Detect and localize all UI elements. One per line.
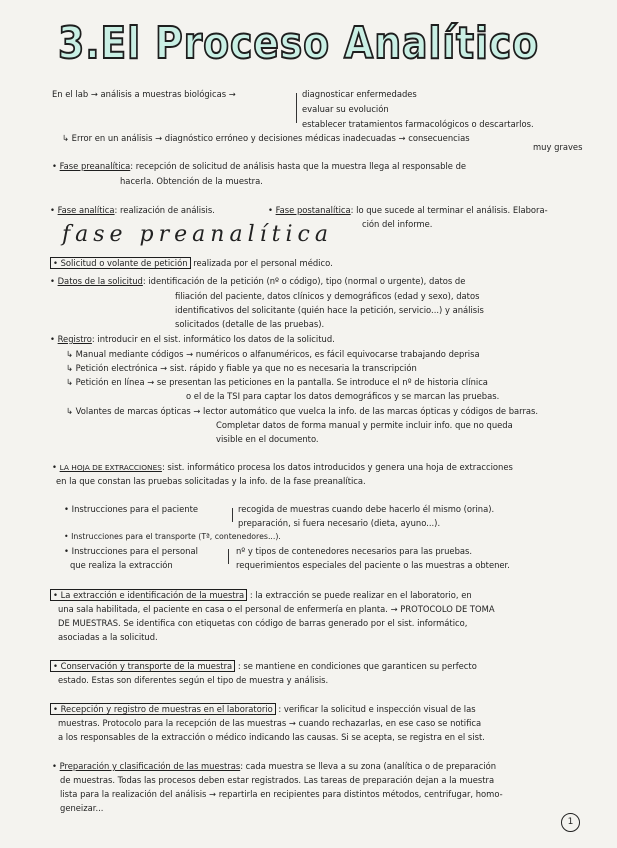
post-phase-text: : lo que sucede al terminar el análisis. Elabora- [350, 205, 548, 215]
intro-lead: En el lab → análisis a muestras biológicas → [52, 89, 236, 99]
personal-brace [228, 549, 229, 564]
datos-line-1: : identificación de la petición (nº o código), tipo (normal o urgente), datos de [142, 276, 466, 286]
preparacion-line-4: geneizar... [60, 803, 104, 813]
post-phase-text-2: ción del informe. [362, 219, 433, 229]
extraccion-line-4: asociadas a la solicitud. [58, 632, 158, 642]
purpose-1: diagnosticar enfermedades [302, 89, 417, 99]
hoja-line-1: : sist. informático procesa los datos introducidos y genera una hoja de extracciones [161, 462, 513, 472]
solicitud-label-text: Solicitud o volante de petición [60, 258, 188, 268]
conservacion-label: • Conservación y transporte de la muestra [50, 660, 235, 672]
registro-item-4: ↳ Volantes de marcas ópticas → lector automático que vuelca la info. de las marcas ópticas y códigos de barras. [66, 406, 539, 416]
hoja-row: • LA HOJA DE EXTRACCIONES: sist. informático procesa los datos introducidos y genera una hoja de extracciones [52, 462, 513, 472]
intro-brace [296, 93, 297, 123]
extraccion-label: • La extracción e identificación de la muestra [50, 589, 247, 601]
paciente-brace [232, 508, 233, 522]
ana-phase-label: Fase analítica [57, 205, 115, 215]
registro-item-3b: o el de la TSI para captar los datos demográficos y se marcan las pruebas. [186, 391, 500, 401]
ana-phase: • Fase analítica: realización de análisis. [50, 205, 215, 215]
preparacion-line-2: de muestras. Todas las procesos deben estar registrados. Las tareas de preparación dejan a la muestra [60, 775, 495, 785]
hoja-label: LA HOJA DE EXTRACCIONES [59, 463, 162, 472]
recepcion-row [50, 704, 476, 715]
registro-item-3: ↳ Petición en línea → se presentan las peticiones en la pantalla. Se introduce el nº de historia clínica [66, 377, 488, 387]
registro-text: : introducir en el sist. informático los datos de la solicitud. [91, 334, 335, 344]
pre-phase-text-2: hacerla. Obtención de la muestra. [120, 176, 263, 186]
registro-item-1: ↳ Manual mediante códigos → numéricos o alfanuméricos, es fácil equivocarse trabajando deprisa [66, 349, 480, 359]
registro-item-2: ↳ Petición electrónica → sist. rápido y fiable ya que no es necesaria la transcripción [66, 363, 417, 373]
conservacion-line-1: : se mantiene en condiciones que garanticen su perfecto [237, 661, 477, 671]
transporte-instructions: • Instrucciones para el transporte (Tª, contenedores...). [64, 532, 281, 541]
preparacion-label: Preparación y clasificación de las muestras [59, 761, 241, 771]
recepcion-label-text: Recepción y registro de muestras en el laboratorio [60, 704, 273, 714]
purpose-3: establecer tratamientos farmacológicos o descartarlos. [302, 119, 534, 129]
pre-phase-text: : recepción de solicitud de análisis hasta que la muestra llega al responsable de [130, 161, 467, 171]
solicitud-text: realizada por el personal médico. [193, 258, 333, 268]
personal-label-1: • Instrucciones para el personal [64, 546, 198, 556]
datos-label: Datos de la solicitud [57, 276, 143, 286]
registro-item-4b: Completar datos de forma manual y permite incluir info. que no queda [216, 420, 513, 430]
recepcion-label: • Recepción y registro de muestras en el laboratorio [50, 703, 276, 715]
paciente-item-2: preparación, si fuera necesario (dieta, ayuno...). [238, 518, 441, 528]
hoja-line-2: en la que constan las pruebas solicitadas y la info. de la fase preanalítica. [56, 476, 366, 486]
pre-phase: • Fase preanalítica: recepción de solicitud de análisis hasta que la muestra llega al responsable de [52, 161, 467, 171]
extraccion-line-2: una sala habilitada, el paciente en casa o el personal de enfermería en planta. → PROTOCOLO DE TOMA [58, 604, 495, 614]
extraccion-label-text: La extracción e identificación de la muestra [60, 590, 245, 600]
post-phase-label: Fase postanalítica [275, 205, 351, 215]
purpose-2: evaluar su evolución [302, 104, 389, 114]
paciente-label: • Instrucciones para el paciente [64, 504, 199, 514]
personal-label-2: que realiza la extracción [70, 560, 173, 570]
preparacion-row: • Preparación y clasificación de las muestras: cada muestra se lleva a su zona (analítica o de preparación [52, 761, 497, 771]
recepcion-line-1: : verificar la solicitud e inspección visual de las [278, 704, 476, 714]
conservacion-row [50, 661, 477, 672]
datos-line-4: solicitados (detalle de las pruebas). [175, 319, 325, 329]
recepcion-line-2: muestras. Protocolo para la recepción de las muestras → cuando rechazarlas, en ese caso se notifica [58, 718, 482, 728]
recepcion-line-3: a los responsables de la extracción o médico indicando las causas. Si se acepta, se registra en el sist. [58, 732, 485, 742]
datos-line-2: filiación del paciente, datos clínicos y demográficos (edad y sexo), datos [175, 291, 480, 301]
page-title: 3.El Proceso Analítico [58, 18, 539, 69]
conservacion-label-text: Conservación y transporte de la muestra [60, 661, 233, 671]
extraccion-line-3: DE MUESTRAS. Se identifica con etiquetas con código de barras generado por el sist. informático, [58, 618, 468, 628]
preparacion-line-1: : cada muestra se lleva a su zona (analítica o de preparación [240, 761, 497, 771]
ana-phase-text: : realización de análisis. [114, 205, 215, 215]
registro-item-4c: visible en el documento. [216, 434, 319, 444]
conservacion-line-2: estado. Estas son diferentes según el tipo de muestra y análisis. [58, 675, 329, 685]
post-phase: • Fase postanalítica: lo que sucede al terminar el análisis. Elabora- [268, 205, 548, 215]
solicitud-label: • Solicitud o volante de petición [50, 257, 191, 269]
extraccion-row [50, 590, 472, 601]
paciente-item-1: recogida de muestras cuando debe hacerlo él mismo (orina). [238, 504, 495, 514]
datos-row: • Datos de la solicitud: identificación de la petición (nº o código), tipo (normal o urgente), datos de [50, 276, 466, 286]
section-heading: fase preanalítica [62, 222, 333, 247]
solicitud-row [50, 258, 333, 269]
error-tail: muy graves [533, 142, 583, 152]
registro-label: Registro [57, 334, 92, 344]
registro-row: • Registro: introducir en el sist. informático los datos de la solicitud. [50, 334, 335, 344]
error-line: ↳ Error en un análisis → diagnóstico erróneo y decisiones médicas inadecuadas → consecuencias [62, 133, 470, 143]
personal-item-2: requerimientos especiales del paciente o las muestras a obtener. [236, 560, 510, 570]
preparacion-line-3: lista para la realización del análisis → repartirla en recipientes para distintos métodos, centrifugar, homo- [60, 789, 503, 799]
pre-phase-label: Fase preanalítica [59, 161, 131, 171]
extraccion-line-1: : la extracción se puede realizar en el laboratorio, en [249, 590, 472, 600]
page-number: 1 [561, 813, 580, 832]
datos-line-3: identificativos del solicitante (quién hace la petición, servicio...) y análisis [175, 305, 484, 315]
personal-item-1: nº y tipos de contenedores necesarios para las pruebas. [236, 546, 473, 556]
